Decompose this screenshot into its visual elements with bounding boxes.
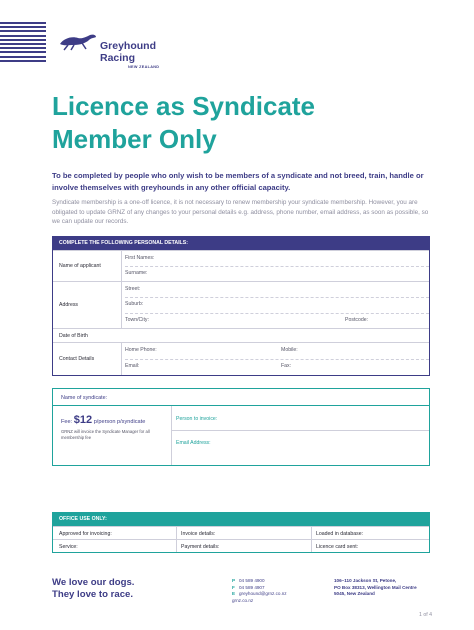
fax-field[interactable]: Fax: bbox=[281, 363, 292, 369]
email-link[interactable]: greyhound@grnz.co.nz bbox=[239, 591, 287, 597]
page-title bbox=[52, 90, 315, 156]
phone-number: 04 589 4900 bbox=[239, 578, 265, 583]
contact-row bbox=[53, 342, 429, 375]
address-line-3: 5045, New Zealand bbox=[334, 591, 375, 597]
invoice-note: GRNZ will invoice the Syndicate Manager for all membership fee bbox=[61, 429, 150, 440]
loaded-field[interactable]: Loaded in database: bbox=[316, 531, 364, 537]
fee-suffix: p/person p/syndicate bbox=[93, 419, 146, 425]
syndicate-section bbox=[52, 388, 430, 466]
personal-details-section bbox=[52, 236, 430, 376]
footer-slogan bbox=[52, 577, 134, 600]
name-row bbox=[53, 250, 429, 281]
title-line-2: Member Only bbox=[52, 124, 217, 154]
address-row bbox=[53, 281, 429, 328]
invoice-details bbox=[171, 406, 429, 465]
email-letter: E bbox=[232, 591, 236, 597]
personal-details-header: COMPLETE THE FOLLOWING PERSONAL DETAILS: bbox=[53, 237, 429, 250]
person-to-invoice-field[interactable]: Person to invoice: bbox=[176, 416, 218, 422]
title-line-1: Licence as Syndicate bbox=[52, 91, 316, 121]
syndicate-name-row[interactable] bbox=[53, 389, 429, 406]
intro-paragraph: Syndicate membership is a one-off licence, it is not necessary to renew membership your syndicate membership. However, you are obligated to update GRNZ of any changes to your personal details e.g. address, phone number, email address, as soon as possible, so we can update our records. bbox=[52, 199, 429, 226]
address-line-2: PO Box 38313, Wellington Mail Centre bbox=[334, 584, 417, 590]
email-line bbox=[232, 591, 287, 598]
logo-nz: NEW ZEALAND bbox=[128, 65, 160, 69]
name-label: Name of applicant bbox=[59, 263, 101, 269]
first-names-field[interactable]: First Names: bbox=[125, 255, 155, 261]
fee-text bbox=[61, 414, 145, 426]
grnz-logo bbox=[58, 30, 158, 72]
office-row-2 bbox=[53, 539, 429, 552]
fax-number: 04 589 4907 bbox=[239, 584, 265, 590]
footer-contact bbox=[232, 578, 287, 604]
invoice-details-field[interactable]: Invoice details: bbox=[181, 531, 216, 537]
approved-field[interactable]: Approved for invoicing: bbox=[59, 531, 112, 537]
address-line-1: 106–110 Jackson St, Petone, bbox=[334, 578, 397, 583]
service-field[interactable]: Service: bbox=[59, 544, 78, 550]
payment-field[interactable]: Payment details: bbox=[181, 544, 220, 550]
licence-card-field[interactable]: Licence card sent: bbox=[316, 544, 359, 550]
postcode-field[interactable]: Postcode: bbox=[345, 317, 369, 323]
email-field[interactable]: Email: bbox=[125, 363, 140, 369]
office-use-header: OFFICE USE ONLY: bbox=[53, 513, 429, 526]
fee-amount: $12 bbox=[73, 414, 93, 426]
web-link[interactable]: grnz.co.nz bbox=[232, 597, 254, 603]
mobile-field[interactable]: Mobile: bbox=[281, 347, 298, 353]
phone-line bbox=[232, 578, 287, 585]
office-row-1 bbox=[53, 526, 429, 539]
suburb-field[interactable]: Suburb: bbox=[125, 301, 144, 307]
address-label: Address bbox=[59, 302, 79, 308]
dob-row[interactable] bbox=[53, 328, 429, 342]
header-stripes bbox=[0, 22, 46, 64]
slogan-line-2: They love to race. bbox=[52, 588, 134, 600]
home-phone-field[interactable]: Home Phone: bbox=[125, 347, 157, 353]
town-field[interactable]: Town/City: bbox=[125, 317, 149, 323]
fee-prefix: Fee: bbox=[61, 419, 73, 425]
fax-line bbox=[232, 585, 287, 592]
logo-greyhound: Greyhound bbox=[100, 40, 157, 52]
office-use-section bbox=[52, 512, 430, 553]
lead-paragraph: To be completed by people who only wish to be members of a syndicate and not breed, train, handle or involve themselves with greyhounds in any other official capacity. bbox=[52, 171, 424, 192]
footer-address bbox=[334, 578, 417, 598]
slogan-line-1: We love our dogs. bbox=[52, 577, 135, 588]
contact-label: Contact Details bbox=[59, 356, 95, 362]
phone-letter: P bbox=[232, 578, 236, 583]
logo-racing: Racing bbox=[100, 52, 136, 64]
fax-letter: F bbox=[232, 584, 235, 590]
greyhound-icon bbox=[58, 32, 98, 52]
email-address-field[interactable]: Email Address: bbox=[176, 440, 211, 446]
page-number: 1 of 4 bbox=[419, 612, 432, 618]
dob-label: Date of Birth bbox=[59, 333, 88, 339]
syndicate-name-label: Name of syndicate: bbox=[61, 395, 108, 401]
surname-field[interactable]: Surname: bbox=[125, 270, 148, 276]
street-field[interactable]: Street: bbox=[125, 286, 141, 292]
